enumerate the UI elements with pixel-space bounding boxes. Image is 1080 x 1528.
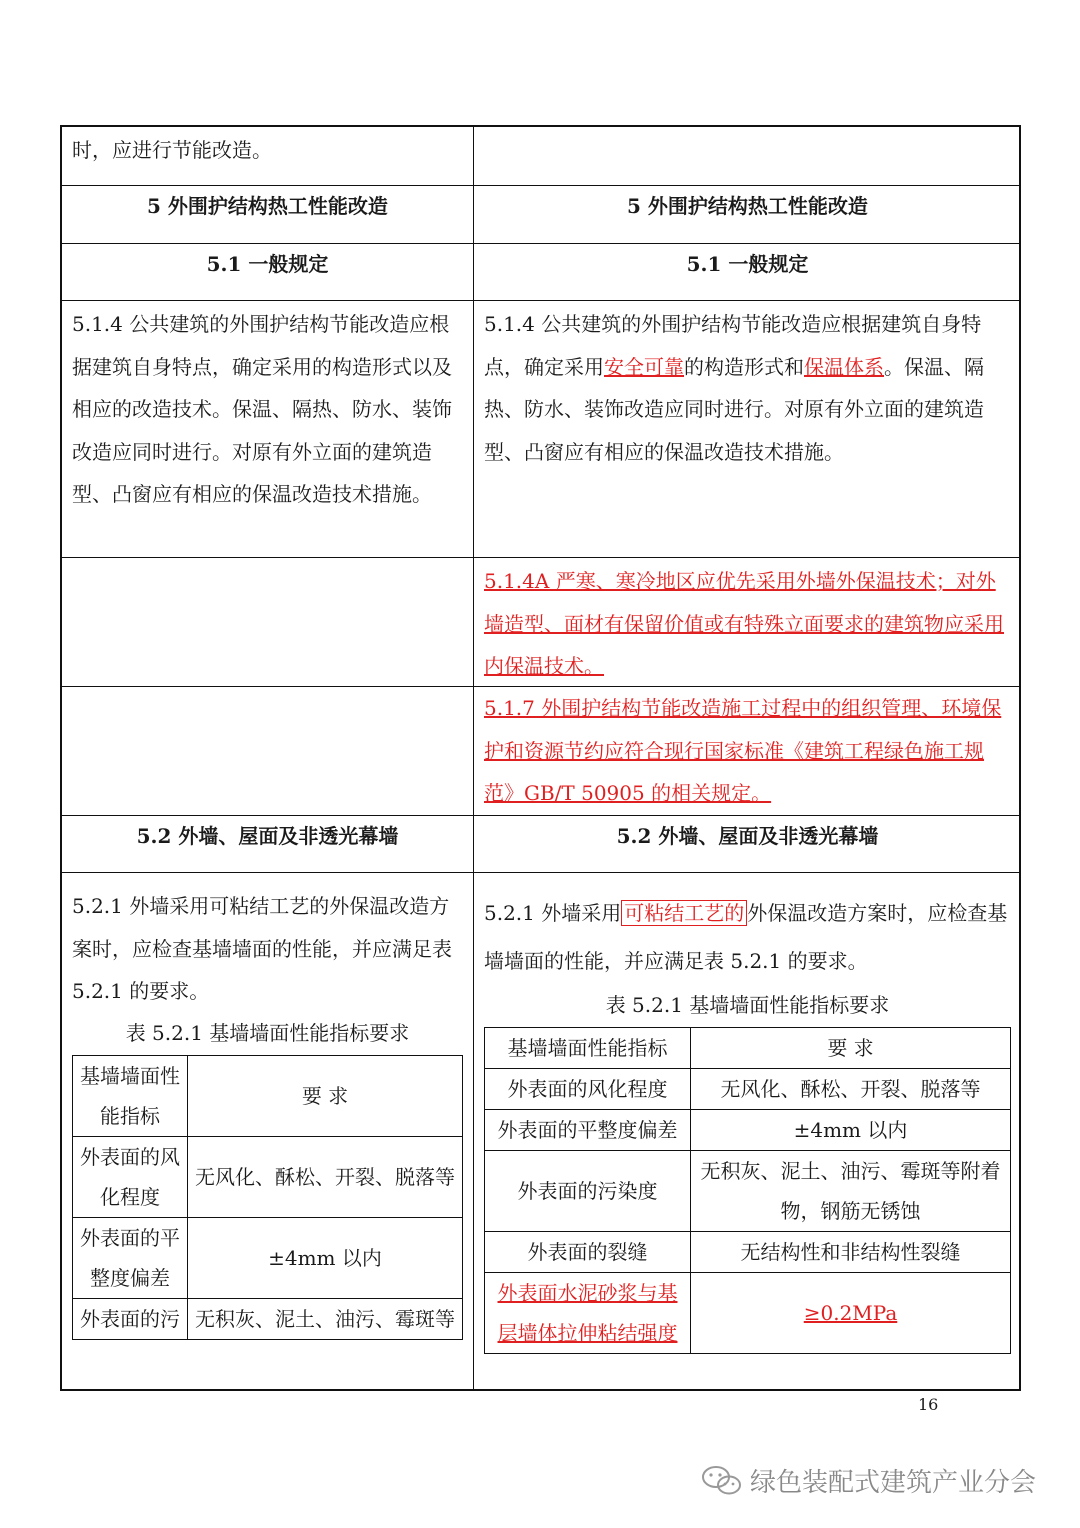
heading-5-right: 5 外围护结构热工性能改造 <box>627 194 868 218</box>
revision-bondable-process: 可粘结工艺的 <box>621 900 747 926</box>
table-row <box>485 1273 1011 1354</box>
table-cell: 无风化、酥松、开裂、脱落等 <box>188 1137 463 1218</box>
table-cell: ±4mm 以内 <box>188 1218 463 1299</box>
left-table-caption: 表 5.2.1 基墙墙面性能指标要求 <box>125 1021 410 1045</box>
clause-5-2-1-right: 5.2.1 外墙采用 可粘结工艺的 外保温改造方案时，应检查基墙墙面的性能，并应满足表 5.2.1 的要求。 <box>484 901 1008 973</box>
row-divider <box>62 300 1019 301</box>
row0-left-text: 时，应进行节能改造。 <box>72 138 272 162</box>
table-cell: ±4mm 以内 <box>691 1110 1011 1151</box>
heading-5-left: 5 外围护结构热工性能改造 <box>147 194 388 218</box>
clause-5-1-4A-right: 5.1.4A 严寒、寒冷地区应优先采用外墙外保温技术；对外墙造型、面材有保留价值或有特殊立面要求的建筑物应采用内保温技术。 <box>484 569 1004 678</box>
table-cell: 外表面的裂缝 <box>485 1232 691 1273</box>
right-table-caption: 表 5.2.1 基墙墙面性能指标要求 <box>605 993 890 1017</box>
watermark-text: 绿色装配式建筑产业分会 <box>750 1468 1037 1498</box>
heading-5-2-right: 5.2 外墙、屋面及非透光幕墙 <box>616 824 879 848</box>
clause-5-1-7-right: 5.1.7 外围护结构节能改造施工过程中的组织管理、环境保护和资源节约应符合现行国家标准《建筑工程绿色施工规范》GB/T 50905 的相关规定。 <box>484 696 1002 805</box>
clause-5-1-4-right: 5.1.4 公共建筑的外围护结构节能改造应根据建筑自身特点，确定采用安全可靠的构造形式和保温体系。保温、隔热、防水、装饰改造应同时进行。对原有外立面的建筑造型、凸窗应有相应的保温改造技术措施。 <box>484 312 984 464</box>
wechat-icon <box>700 1463 744 1499</box>
heading-5-2-left: 5.2 外墙、屋面及非透光幕墙 <box>136 824 399 848</box>
table-row <box>485 1232 1011 1273</box>
watermark <box>700 1462 1036 1499</box>
revision-safe-reliable: 安全可靠 <box>604 354 684 379</box>
table-row <box>73 1137 463 1218</box>
table-cell: 外表面的风化程度 <box>73 1137 188 1218</box>
table-row <box>73 1299 463 1340</box>
table-header-cell: 要 求 <box>691 1028 1011 1069</box>
table-header-cell: 基墙墙面性能指标 <box>73 1056 188 1137</box>
table-row <box>485 1110 1011 1151</box>
table-cell: 外表面的污染度 <box>485 1151 691 1232</box>
table-row <box>485 1151 1011 1232</box>
table-cell: 外表面的平整度偏差 <box>73 1218 188 1299</box>
heading-5-1-right: 5.1 一般规定 <box>686 252 809 276</box>
table-row <box>73 1056 463 1137</box>
table-row <box>485 1028 1011 1069</box>
table-cell: 无结构性和非结构性裂缝 <box>691 1232 1011 1273</box>
table-cell-revision: 外表面水泥砂浆与基层墙体拉伸粘结强度 <box>485 1273 691 1354</box>
comparison-table <box>60 125 1021 1391</box>
table-cell: 外表面的平整度偏差 <box>485 1110 691 1151</box>
row-divider <box>62 557 1019 558</box>
table-header-cell: 基墙墙面性能指标 <box>485 1028 691 1069</box>
left-performance-table <box>72 1055 463 1340</box>
table-header-cell: 要 求 <box>188 1056 463 1137</box>
heading-5-1-left: 5.1 一般规定 <box>206 252 329 276</box>
clause-5-1-4-left: 5.1.4 公共建筑的外围护结构节能改造应根据建筑自身特点，确定采用的构造形式以及相应的改造技术。保温、隔热、防水、装饰改造应同时进行。对原有外立面的建筑造型、凸窗应有相应的保温改造技术措施。 <box>72 312 452 506</box>
right-performance-table <box>484 1027 1011 1354</box>
table-cell: 无风化、酥松、开裂、脱落等 <box>691 1069 1011 1110</box>
revision-insulation-system: 保温体系 <box>804 354 884 379</box>
table-cell: 无积灰、泥土、油污、霉斑等附着物，钢筋无锈蚀 <box>691 1151 1011 1232</box>
table-row <box>73 1218 463 1299</box>
table-row <box>485 1069 1011 1110</box>
table-cell-revision: ≥0.2MPa <box>691 1273 1011 1354</box>
row-divider <box>62 872 1019 873</box>
page-number: 16 <box>918 1395 939 1414</box>
table-cell: 外表面的风化程度 <box>485 1069 691 1110</box>
table-cell: 外表面的污 <box>73 1299 188 1340</box>
clause-5-2-1-left: 5.2.1 外墙采用可粘结工艺的外保温改造方案时，应检查基墙墙面的性能，并应满足表 5.2.1 的要求。 <box>72 894 452 1003</box>
table-cell: 无积灰、泥土、油污、霉斑等 <box>188 1299 463 1340</box>
